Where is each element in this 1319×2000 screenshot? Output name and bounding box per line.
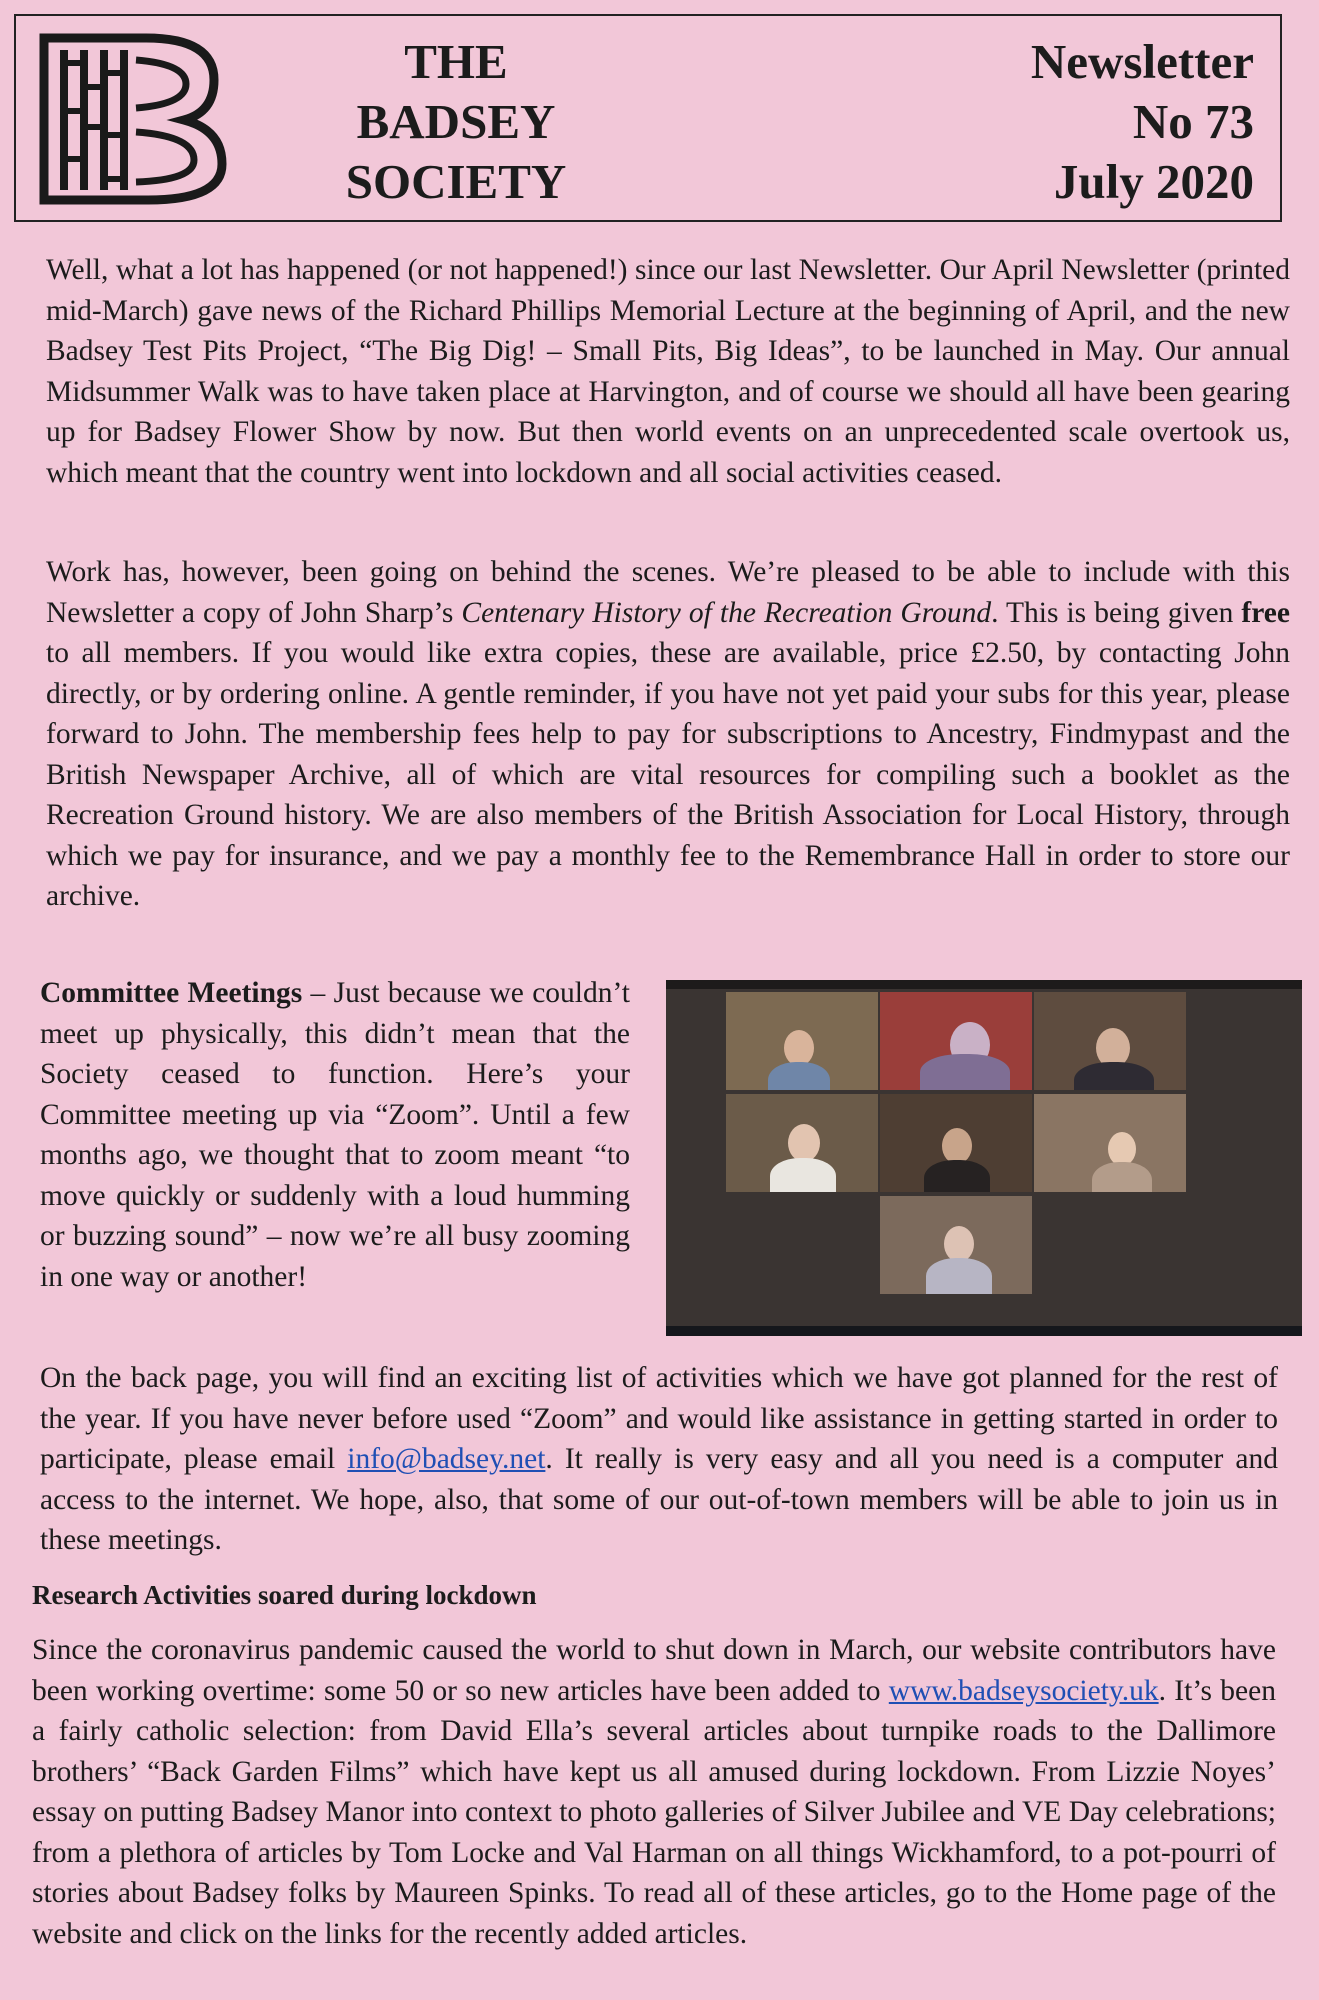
participant-tile — [880, 1094, 1032, 1192]
zoom-help-paragraph — [40, 1358, 1278, 1561]
issue-number: No 73 — [1132, 94, 1254, 149]
free-emphasis: free — [1241, 596, 1290, 629]
title-line: THE — [404, 34, 508, 89]
zoom-title-bar — [666, 980, 1302, 989]
text-run: – Just because we couldn’t meet up physically, this didn’t mean that the Society ceased to function. Here’s your Committee meeting up via “Zoom”. Until a few months ago, we thought that to zoom meant “to move quickly or suddenly with a loud humming or buzzing sound” – now we’re all busy zooming in one way or another! — [40, 977, 630, 1293]
committee-paragraph — [40, 973, 630, 1297]
zoom-meeting-photo — [666, 980, 1302, 1336]
committee-heading: Committee Meetings — [40, 977, 303, 1009]
text-run: Since the coronavirus pandemic caused the world to shut down in March, our website contributors have been working overtime: some 50 or so new articles have been added to — [32, 1634, 1276, 1707]
title-line: SOCIETY — [345, 154, 567, 209]
issue-info — [934, 32, 1254, 212]
badsey-society-logo — [36, 30, 232, 208]
research-paragraph — [32, 1630, 1276, 1954]
zoom-taskbar — [666, 1326, 1302, 1336]
text-run: On the back page, you will find an exciting list of activities which we have got planned for the rest of the year. If you have never before used “Zoom” and would like assistance in getting started in order to participate, please email — [40, 1362, 1278, 1475]
text-run: . It really is very easy and all you need is a computer and access to the internet. We hope, also, that some of our out-of-town members will be able to join us in these meetings. — [40, 1443, 1279, 1556]
participant-tile — [1034, 992, 1186, 1090]
booklet-title: Centenary History of the Recreation Ground — [461, 596, 992, 629]
title-line: BADSEY — [356, 94, 556, 149]
participant-tile — [880, 992, 1032, 1090]
research-heading: Research Activities soared during lockdown — [32, 1580, 537, 1610]
text-run: Work has, however, been going on behind the scenes. We’re pleased to be able to include with this Newsletter a copy of John Sharp’s — [46, 556, 1290, 629]
booklet-paragraph — [46, 552, 1290, 917]
participant-tile — [880, 1196, 1032, 1294]
website-link[interactable]: www.badseysociety.uk — [888, 1674, 1159, 1707]
participant-tile — [726, 1094, 878, 1192]
text-run: to all members. If you would like extra copies, these are available, price £2.50, by contacting John directly, or by ordering online. A gentle reminder, if you have not yet paid your subs for this year, please forward to John. The membership fees help to pay for subscriptions to Ancestry, Findmypast and the British Newspaper Archive, all of which are vital resources for compiling such a booklet as the Recreation Ground history. We are also members of the British Association for Local History, through which we pay for insurance, and we pay a monthly fee to the Remembrance Hall in order to store our archive. — [46, 637, 1290, 912]
issue-date: July 2020 — [1053, 154, 1254, 209]
email-link[interactable]: info@badsey.net — [347, 1443, 546, 1475]
participant-tile — [1034, 1094, 1186, 1192]
society-title — [306, 32, 606, 212]
newsletter-label: Newsletter — [1030, 34, 1254, 89]
text-run: . It’s been a fairly catholic selection: from David Ella’s several articles about turnpike roads to the Dallimore brothers’ “Back Garden Films” which have kept us all amused during lockdown. From Lizzie Noyes’ essay on putting Badsey Manor into context to photo galleries of Silver Jubilee and VE Day celebrations; from a plethora of articles by Tom Locke and Val Harman on all things Wickhamford, to a pot-pourri of stories about Badsey folks by Maureen Spinks. To read all of these articles, go to the Home page of the website and click on the links for the recently added articles. — [32, 1674, 1276, 1950]
participant-tile — [726, 992, 878, 1090]
text-run: . This is being given — [991, 596, 1242, 629]
masthead — [14, 14, 1282, 222]
intro-paragraph: Well, what a lot has happened (or not happened!) since our last Newsletter. Our April Newsletter (printed mid-March) gave news of the Richard Phillips Memorial Lecture at the beginning of April, and the new Badsey Test Pits Project, “The Big Dig! – Small Pits, Big Ideas”, to be launched in May. Our annual Midsummer Walk was to have taken place at Harvington, and of course we should all have been gearing up for Badsey Flower Show by now. But then world events on an unprecedented scale overtook us, which meant that the country went into lockdown and all social activities ceased. — [46, 254, 1290, 489]
